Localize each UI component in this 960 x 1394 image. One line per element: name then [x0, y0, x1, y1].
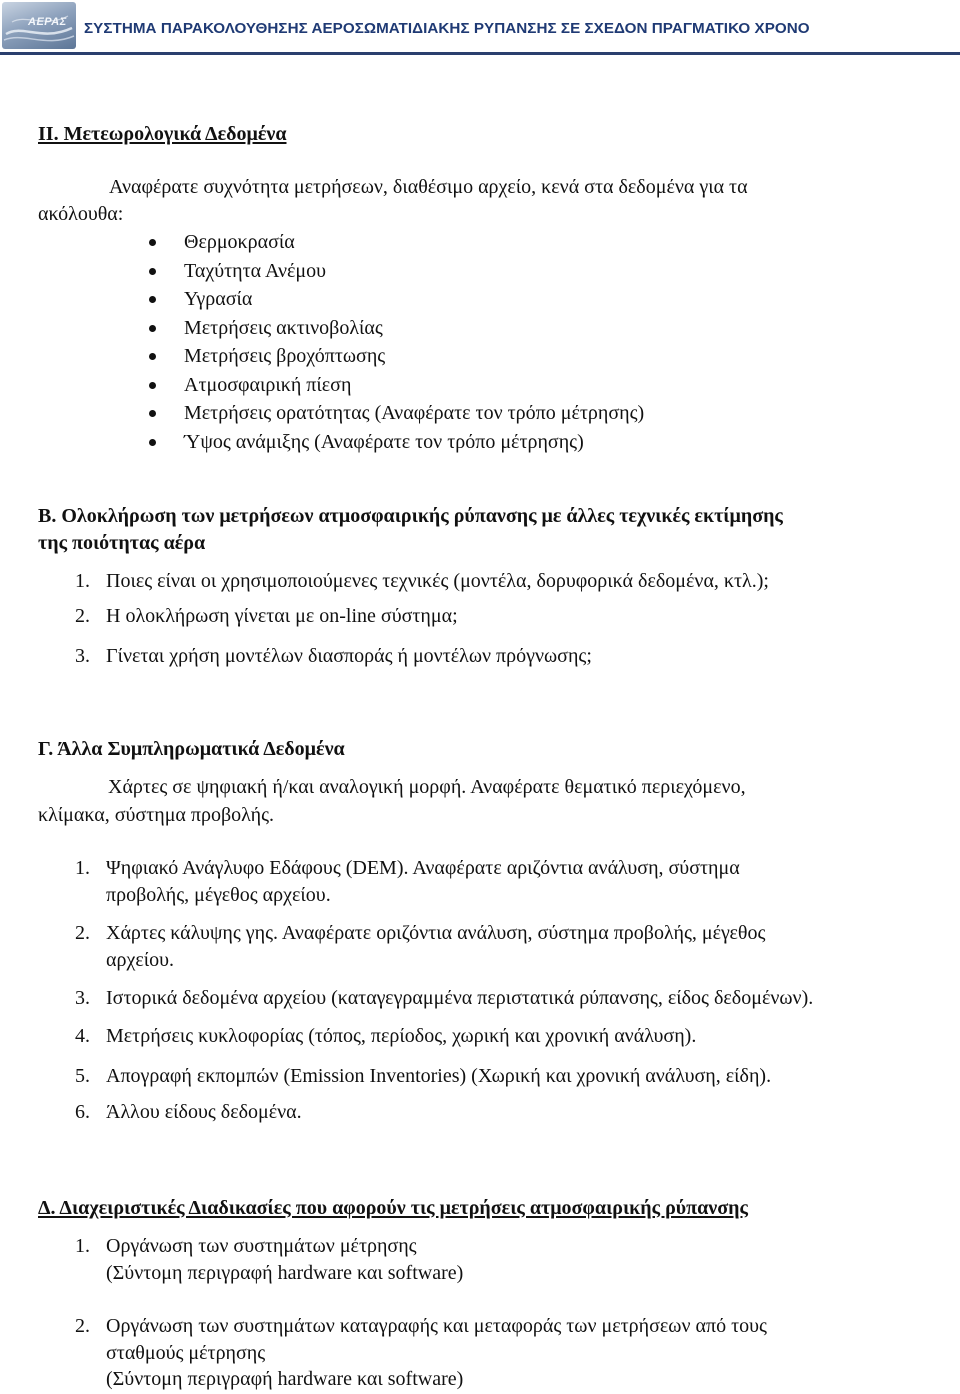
- list-number: 4.: [75, 1025, 90, 1047]
- section-title-integration-cont: της ποιότητας αέρα: [38, 532, 206, 554]
- header-divider: [0, 52, 960, 55]
- list-item: Χάρτες κάλυψης γης. Αναφέρατε οριζόντια ανάλυση, σύστημα προβολής, μέγεθος: [106, 922, 766, 944]
- list-item: Μετρήσεις ακτινοβολίας: [184, 317, 383, 339]
- list-item: Η ολοκλήρωση γίνεται με on-line σύστημα;: [106, 605, 458, 627]
- list-item: Ατμοσφαιρική πίεση: [184, 374, 352, 396]
- page-header: [0, 0, 960, 58]
- list-number: 2.: [75, 605, 90, 627]
- list-item-cont: αρχείου.: [106, 949, 175, 971]
- list-item: Ιστορικά δεδομένα αρχείου (καταγεγραμμένα περιστατικά ρύπανσης, είδος δεδομένων).: [106, 987, 814, 1009]
- bullet-icon: [149, 353, 156, 360]
- document-header-title: ΣΥΣΤΗΜΑ ΠΑΡΑΚΟΛΟΥΘΗΣΗΣ ΑΕΡΟΣΩΜΑΤΙΔΙΑΚΗΣ ΡΥΠΑΝΣΗΣ ΣΕ ΣΧΕΔΟΝ ΠΡΑΓΜΑΤΙΚΟ ΧΡΟΝΟ: [84, 20, 810, 37]
- list-number: 3.: [75, 987, 90, 1009]
- section-title-management: [38, 1196, 748, 1220]
- list-item: Θερμοκρασία: [184, 231, 295, 253]
- list-item: Ψηφιακό Ανάγλυφο Εδάφους (DEM). Αναφέρατε αριζόντια ανάλυση, σύστημα: [106, 857, 740, 879]
- section-intro-line: ακόλουθα:: [38, 203, 124, 225]
- bullet-icon: [149, 296, 156, 303]
- section-intro-line: κλίμακα, σύστημα προβολής.: [38, 804, 275, 826]
- list-item: Υγρασία: [184, 288, 253, 310]
- list-number: 3.: [75, 645, 90, 667]
- section-title-management-text: Δ. Διαχειριστικές Διαδικασίες που αφορούν τις μετρήσεις ατμοσφαιρικής ρύπανσης: [38, 1197, 748, 1219]
- list-number: 2.: [75, 1315, 90, 1337]
- section-intro-line: Χάρτες σε ψηφιακή ή/και αναλογική μορφή. Αναφέρατε θεματικό περιεχόμενο,: [108, 776, 746, 798]
- list-number: 5.: [75, 1065, 90, 1087]
- list-item-cont: σταθμούς μέτρησης: [106, 1342, 266, 1364]
- aeras-logo: [2, 2, 76, 49]
- list-number: 1.: [75, 857, 90, 879]
- list-item: Γίνεται χρήση μοντέλων διασποράς ή μοντέλων πρόγνωσης;: [106, 645, 592, 667]
- bullet-icon: [149, 410, 156, 417]
- list-item: Μετρήσεις ορατότητας (Αναφέρατε τον τρόπο μέτρησης): [184, 402, 645, 424]
- list-item: Μετρήσεις βροχόπτωσης: [184, 345, 386, 367]
- section-title-integration: Β. Ολοκλήρωση των μετρήσεων ατμοσφαιρικής ρύπανσης με άλλες τεχνικές εκτίμησης: [38, 505, 783, 527]
- section-intro-line: Αναφέρατε συχνότητα μετρήσεων, διαθέσιμο αρχείο, κενά στα δεδομένα για τα: [109, 176, 748, 198]
- list-item-cont: προβολής, μέγεθος αρχείου.: [106, 884, 331, 906]
- list-item: Ποιες είναι οι χρησιμοποιούμενες τεχνικές (μοντέλα, δορυφορικά δεδομένα, κτλ.);: [106, 570, 769, 592]
- logo-text: ΑΕΡΑΣ: [28, 16, 67, 28]
- bullet-icon: [149, 268, 156, 275]
- list-number: 2.: [75, 922, 90, 944]
- bullet-icon: [149, 239, 156, 246]
- list-item-cont: (Σύντομη περιγραφή hardware και software): [106, 1262, 464, 1284]
- section-title-meteorological: ΙΙ. Μετεωρολογικά Δεδομένα: [38, 123, 287, 145]
- list-item: Μετρήσεις κυκλοφορίας (τόπος, περίοδος, χωρική και χρονική ανάλυση).: [106, 1025, 697, 1047]
- bullet-icon: [149, 382, 156, 389]
- list-item: Οργάνωση των συστημάτων καταγραφής και μεταφοράς των μετρήσεων από τους: [106, 1315, 767, 1337]
- list-number: 1.: [75, 1235, 90, 1257]
- bullet-icon: [149, 439, 156, 446]
- list-item: Άλλου είδους δεδομένα.: [106, 1101, 302, 1123]
- list-item-cont: (Σύντομη περιγραφή hardware και software): [106, 1368, 464, 1390]
- list-number: 1.: [75, 570, 90, 592]
- list-number: 6.: [75, 1101, 90, 1123]
- list-item: Οργάνωση των συστημάτων μέτρησης: [106, 1235, 417, 1257]
- bullet-icon: [149, 325, 156, 332]
- section-title-supplementary: Γ. Άλλα Συμπληρωματικά Δεδομένα: [38, 738, 345, 760]
- list-item: Ύψος ανάμιξης (Αναφέρατε τον τρόπο μέτρησης): [184, 431, 584, 453]
- list-item: Απογραφή εκπομπών (Emission Inventories) (Χωρική και χρονική ανάλυση, είδη).: [106, 1065, 772, 1087]
- list-item: Ταχύτητα Ανέμου: [184, 260, 327, 282]
